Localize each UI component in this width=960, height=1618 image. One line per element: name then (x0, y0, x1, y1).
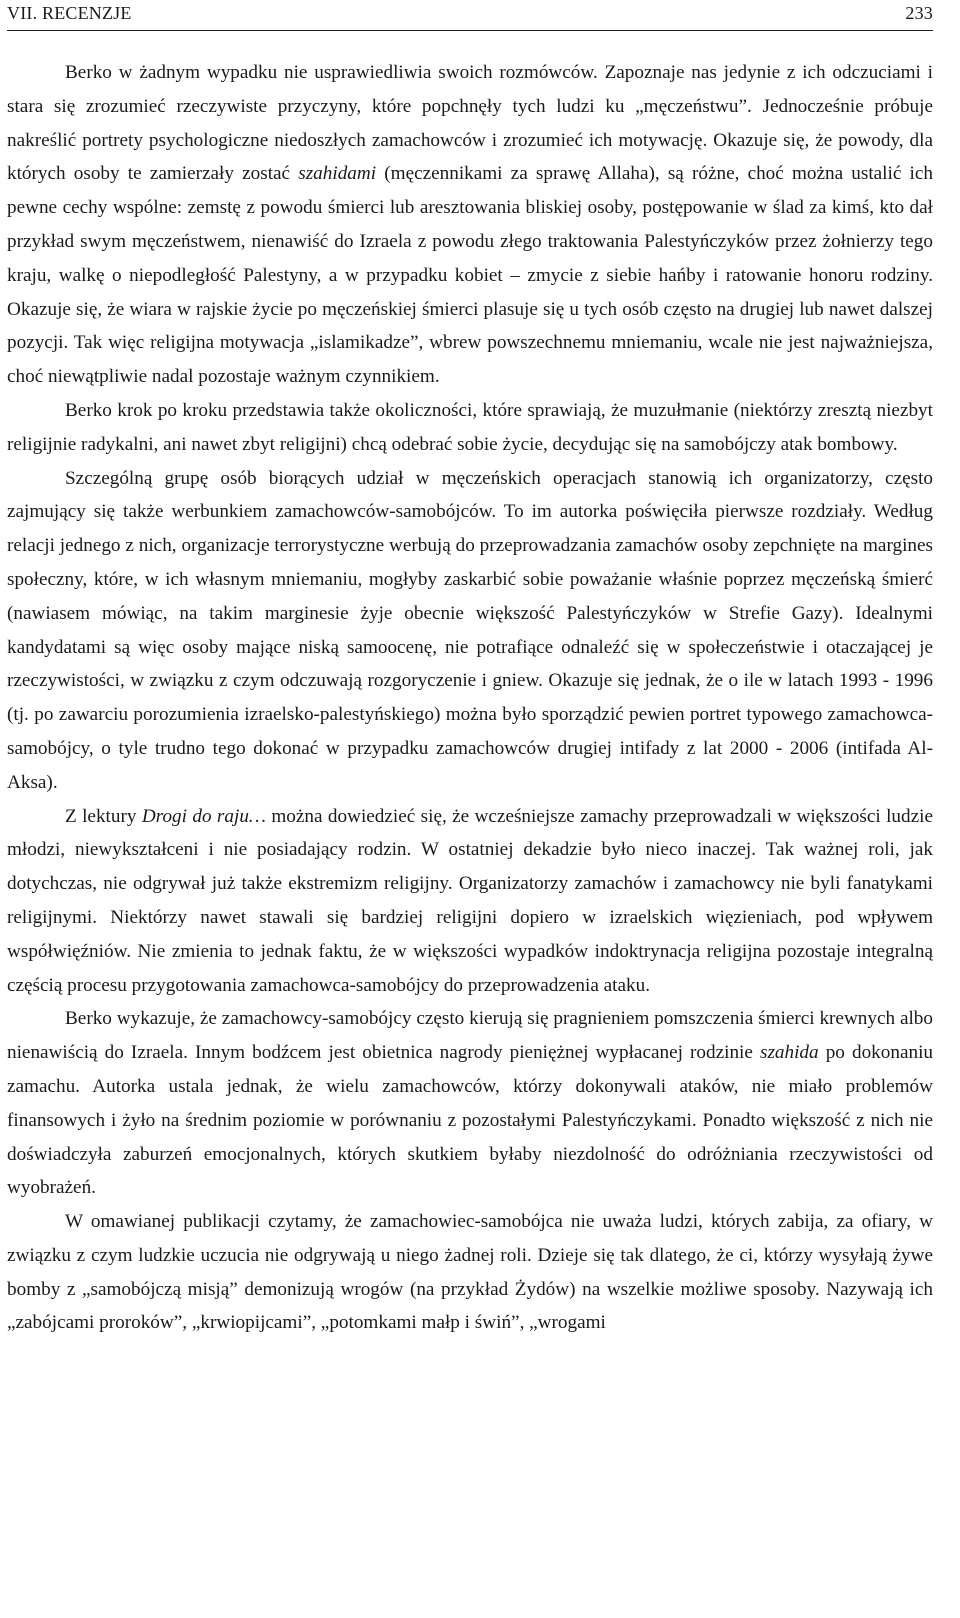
page-number: 233 (905, 3, 933, 23)
paragraph (7, 1205, 933, 1340)
text-run: W omawianej publikacji czytamy, że zamachowiec-samobójca nie uważa ludzi, których zabija, za ofiary, w związku z czym ludzkie uczucia nie odgrywają u niego żadnej roli. Dzieje się tak dlatego, że ci, którzy wysyłają żywe bomby z „samobójczą misją” demonizują wrogów (na przykład Żydów) na wszelkie możliwe sposoby. Nazywają ich „zabójcami proroków”, „krwiopijcami”, „potomkami małp i świń”, „wrogami (7, 1211, 933, 1334)
paragraph (7, 1002, 933, 1205)
italic-term: szahida (759, 1042, 819, 1064)
document-page (7, 0, 933, 1618)
paragraph (7, 56, 933, 394)
italic-book-title: Drogi do raju… (141, 805, 266, 827)
section-title: VII. RECENZJE (7, 3, 132, 23)
running-header (7, 3, 933, 27)
body-text (7, 56, 933, 1340)
text-run: (męczennikami za sprawę Allaha), są różne, choć można ustalić ich pewne cechy wspólne: zemstę z powodu śmierci lub aresztowania bliskiej osoby, postępowanie w ślad za kimś, kto dał przykład swym męczeństwem, nienawiść do Izraela z powodu złego traktowania Palestyńczyków przez żołnierzy tego kraju, walkę o niepodległość Palestyny, a w przypadku kobiet – zmycie z siebie hańby i ratowanie honoru rodziny. Okazuje się, że wiara w rajskie życie po męczeńskiej śmierci plasuje się u tych osób często na drugiej lub nawet dalszej pozycji. Tak więc religijna motywacja „islamikadze”, wbrew powszechnemu mniemaniu, wcale nie jest najważniejsza, choć niewątpliwie nadal pozostaje ważnym czynnikiem. (7, 163, 933, 388)
text-run: Berko wykazuje, że zamachowcy-samobójcy często kierują się pragnieniem pomszczenia śmierci krewnych albo nienawiścią do Izraela. Innym bodźcem jest obietnica nagrody pieniężnej wypłacanej rodzinie (7, 1008, 933, 1064)
paragraph (7, 394, 933, 462)
italic-term: szahidami (298, 163, 377, 185)
header-rule (7, 30, 933, 31)
text-run: można dowiedzieć się, że wcześniejsze zamachy przeprowadzali w większości ludzie młodzi, niewykształceni i nie posiadający rodzin. W ostatniej dekadzie było nieco inaczej. Tak ważnej roli, jak dotychczas, nie odgrywał już także ekstremizm religijny. Organizatorzy zamachów i zamachowcy nie byli fanatykami religijnymi. Niektórzy nawet stawali się bardziej religijni dopiero w izraelskich więzieniach, pod wpływem współwięźniów. Nie zmienia to jednak faktu, że w większości wypadków indoktrynacja religijna pozostaje integralną częścią procesu przygotowania zamachowca-samobójcy do przeprowadzenia ataku. (7, 805, 933, 996)
paragraph (7, 800, 933, 1003)
text-run: Berko w żadnym wypadku nie usprawiedliwia swoich rozmówców. Zapoznaje nas jedynie z ich odczuciami i stara się zrozumieć rzeczywiste przyczyny, które popchnęły tych ludzi ku „męczeństwu”. Jednocześnie próbuje nakreślić portrety psychologiczne niedoszłych zamachowców i zrozumieć ich motywację. Okazuje się, że powody, dla których osoby te zamierzały zostać (7, 62, 933, 185)
text-run: Z lektury (65, 805, 142, 827)
text-run: Szczególną grupę osób biorących udział w męczeńskich operacjach stanowią ich organizatorzy, często zajmujący się także werbunkiem zamachowców-samobójców. To im autorka poświęciła pierwsze rozdziały. Według relacji jednego z nich, organizacje terrorystyczne werbują do przeprowadzania zamachów osoby zepchnięte na margines społeczny, które, w ich własnym mniemaniu, mogłyby zaskarbić sobie poważanie właśnie poprzez męczeńską śmierć (nawiasem mówiąc, na takim marginesie żyje obecnie większość Palestyńczyków w Strefie Gazy). Idealnymi kandydatami są więc osoby mające niską samoocenę, nie potrafiące odnaleźć się w społeczeństwie i otaczającej je rzeczywistości, w związku z czym odczuwają rozgoryczenie i gniew. Okazuje się jednak, że o ile w latach 1993 - 1996 (tj. po zawarciu porozumienia izraelsko-palestyńskiego) można było sporządzić pewien portret typowego zamachowca-samobójcy, o tyle trudno tego dokonać w przypadku zamachowców drugiej intifady z lat 2000 - 2006 (intifada Al-Aksa). (7, 467, 933, 793)
text-run: po dokonaniu zamachu. Autorka ustala jednak, że wielu zamachowców, którzy dokonywali ataków, nie miało problemów finansowych i żyło na średnim poziomie w porównaniu z pozostałymi Palestyńczykami. Ponadto większość z nich nie doświadczyła zaburzeń emocjonalnych, których skutkiem byłaby niezdolność do odróżniania rzeczywistości od wyobrażeń. (7, 1042, 933, 1199)
text-run: Berko krok po kroku przedstawia także okoliczności, które sprawiają, że muzułmanie (niektórzy zresztą niezbyt religijnie radykalni, ani nawet zbyt religijni) chcą odebrać sobie życie, decydując się na samobójczy atak bombowy. (7, 399, 933, 455)
paragraph (7, 462, 933, 800)
